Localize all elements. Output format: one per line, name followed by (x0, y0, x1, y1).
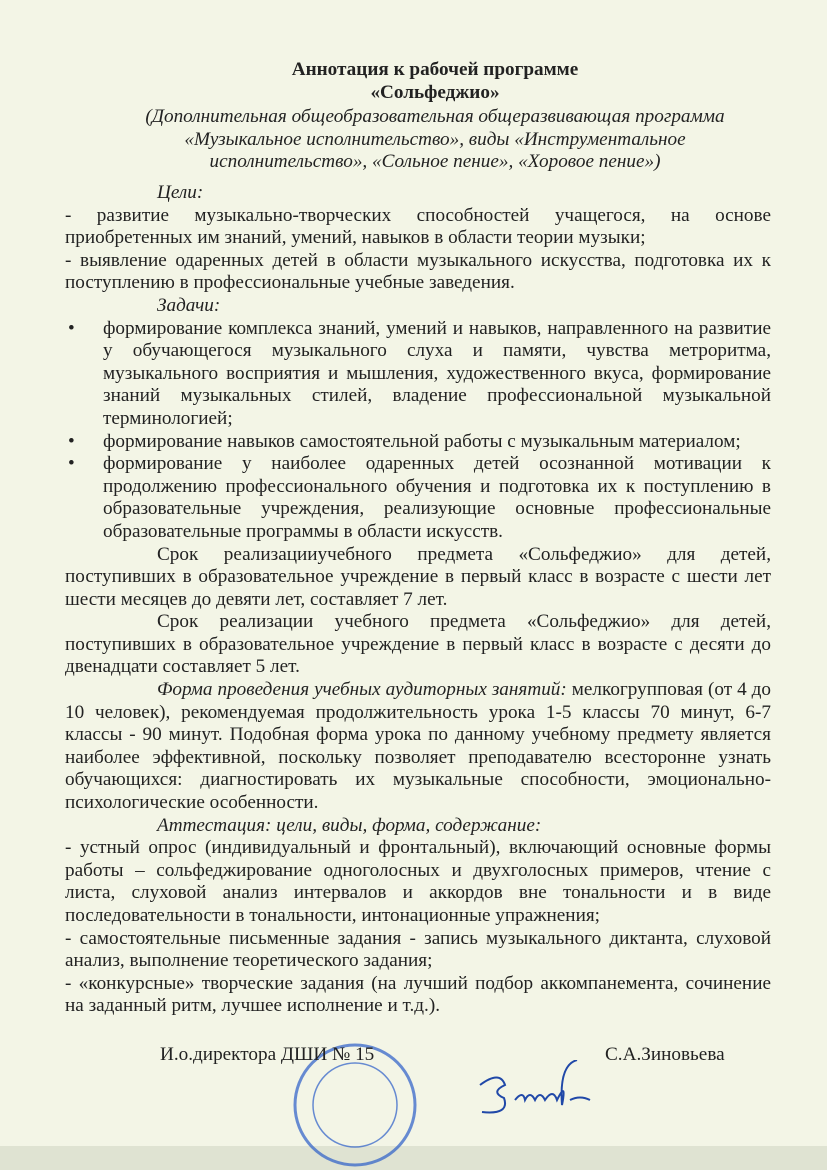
goal-item: - выявление одаренных детей в области музыкального искусства, подготовка их к поступлению в профессиональные учебные заведения. (65, 249, 771, 294)
form-label: Форма проведения учебных аудиторных занятий: (157, 679, 567, 701)
task-item: • формирование комплекса знаний, умений и навыков, направленного на развитие у обучающегося музыкального слуха и памяти, чувства метроритма, музыкального восприятия и мышления, художественного вкуса, формирование знаний музыкальных стилей, владение профессиональной музыкальной терминологией; (65, 318, 771, 431)
title-line: Аннотация к рабочей программе (291, 59, 579, 80)
document-subtitle (100, 106, 770, 174)
document-title (0, 59, 827, 104)
signatory-name: С.А.Зиновьева (605, 1043, 725, 1065)
attestation-item: - самостоятельные письменные задания - запись музыкального диктанта, слуховой анализ, выполнение теоретического задания; (65, 927, 771, 972)
term-paragraph: Срок реализации учебного предмета «Сольфеджио» для детей, поступивших в образовательное учреждение в первый класс в возрасте с десяти до двенадцати составляет 5 лет. (65, 611, 771, 678)
task-item: • формирование навыков самостоятельной работы с музыкальным материалом; (65, 431, 771, 454)
subtitle-line: (Дополнительная общеобразовательная общеразвивающая программа (145, 106, 725, 127)
document-body (65, 182, 771, 1068)
subtitle-line: «Музыкальное исполнительство», виды «Инструментальное (184, 128, 686, 150)
signatory-position: И.о.директора ДШИ № 15 (160, 1043, 375, 1065)
title-line: «Сольфеджио» (370, 81, 500, 103)
attestation-item: - «конкурсные» творческие задания (на лучший подбор аккомпанемента, сочинение на заданный ритм, лучшее исполнение и т.д.). (65, 972, 771, 1017)
term-paragraph: Срок реализацииучебного предмета «Сольфеджио» для детей, поступивших в образовательное учреждение в первый класс в возрасте с шести лет шести месяцев до девяти лет, составляет 7 лет. (65, 543, 771, 610)
tasks-list (65, 318, 771, 544)
tasks-heading: Задачи: (157, 294, 221, 316)
goals-heading: Цели: (157, 182, 204, 203)
form-paragraph (65, 679, 771, 815)
attestation-item: - устный опрос (индивидуальный и фронтальный), включающий основные формы работы – сольфеджирование одноголосных и двухголосных примеров, чтение с листа, слуховой анализ интервалов и аккордов вне тональности и в виде последовательности в тональности, интонационные упражнения; (65, 837, 771, 926)
attestation-heading: Аттестация: цели, виды, форма, содержание: (157, 814, 542, 836)
task-item: • формирование у наиболее одаренных детей осознанной мотивации к продолжению профессионального обучения и подготовка их к поступлению в образовательные учреждения, реализующие основные профессиональные образовательные программы в области искусств. (65, 453, 771, 543)
signature-line (160, 1044, 740, 1068)
form-text: мелкогрупповая (от 4 до 10 человек), рекомендуемая продолжительность урока 1-5 классы 70 минут, 6-7 классы - 90 минут. Подобная форма урока по данному учебному предмету является наиболее эффективной, поскольку позволяет преподавателю всесторонне узнать обучающихся: диагностировать их музыкальные способности, эмоционально-психологические особенности. (65, 679, 771, 814)
handwritten-signature (470, 1060, 600, 1130)
subtitle-line: исполнительство», «Сольное пение», «Хоровое пение») (209, 151, 661, 173)
goal-item: - развитие музыкально-творческих способностей учащегося, на основе приобретенных им знаний, умений, навыков в области теории музыки; (65, 204, 771, 249)
